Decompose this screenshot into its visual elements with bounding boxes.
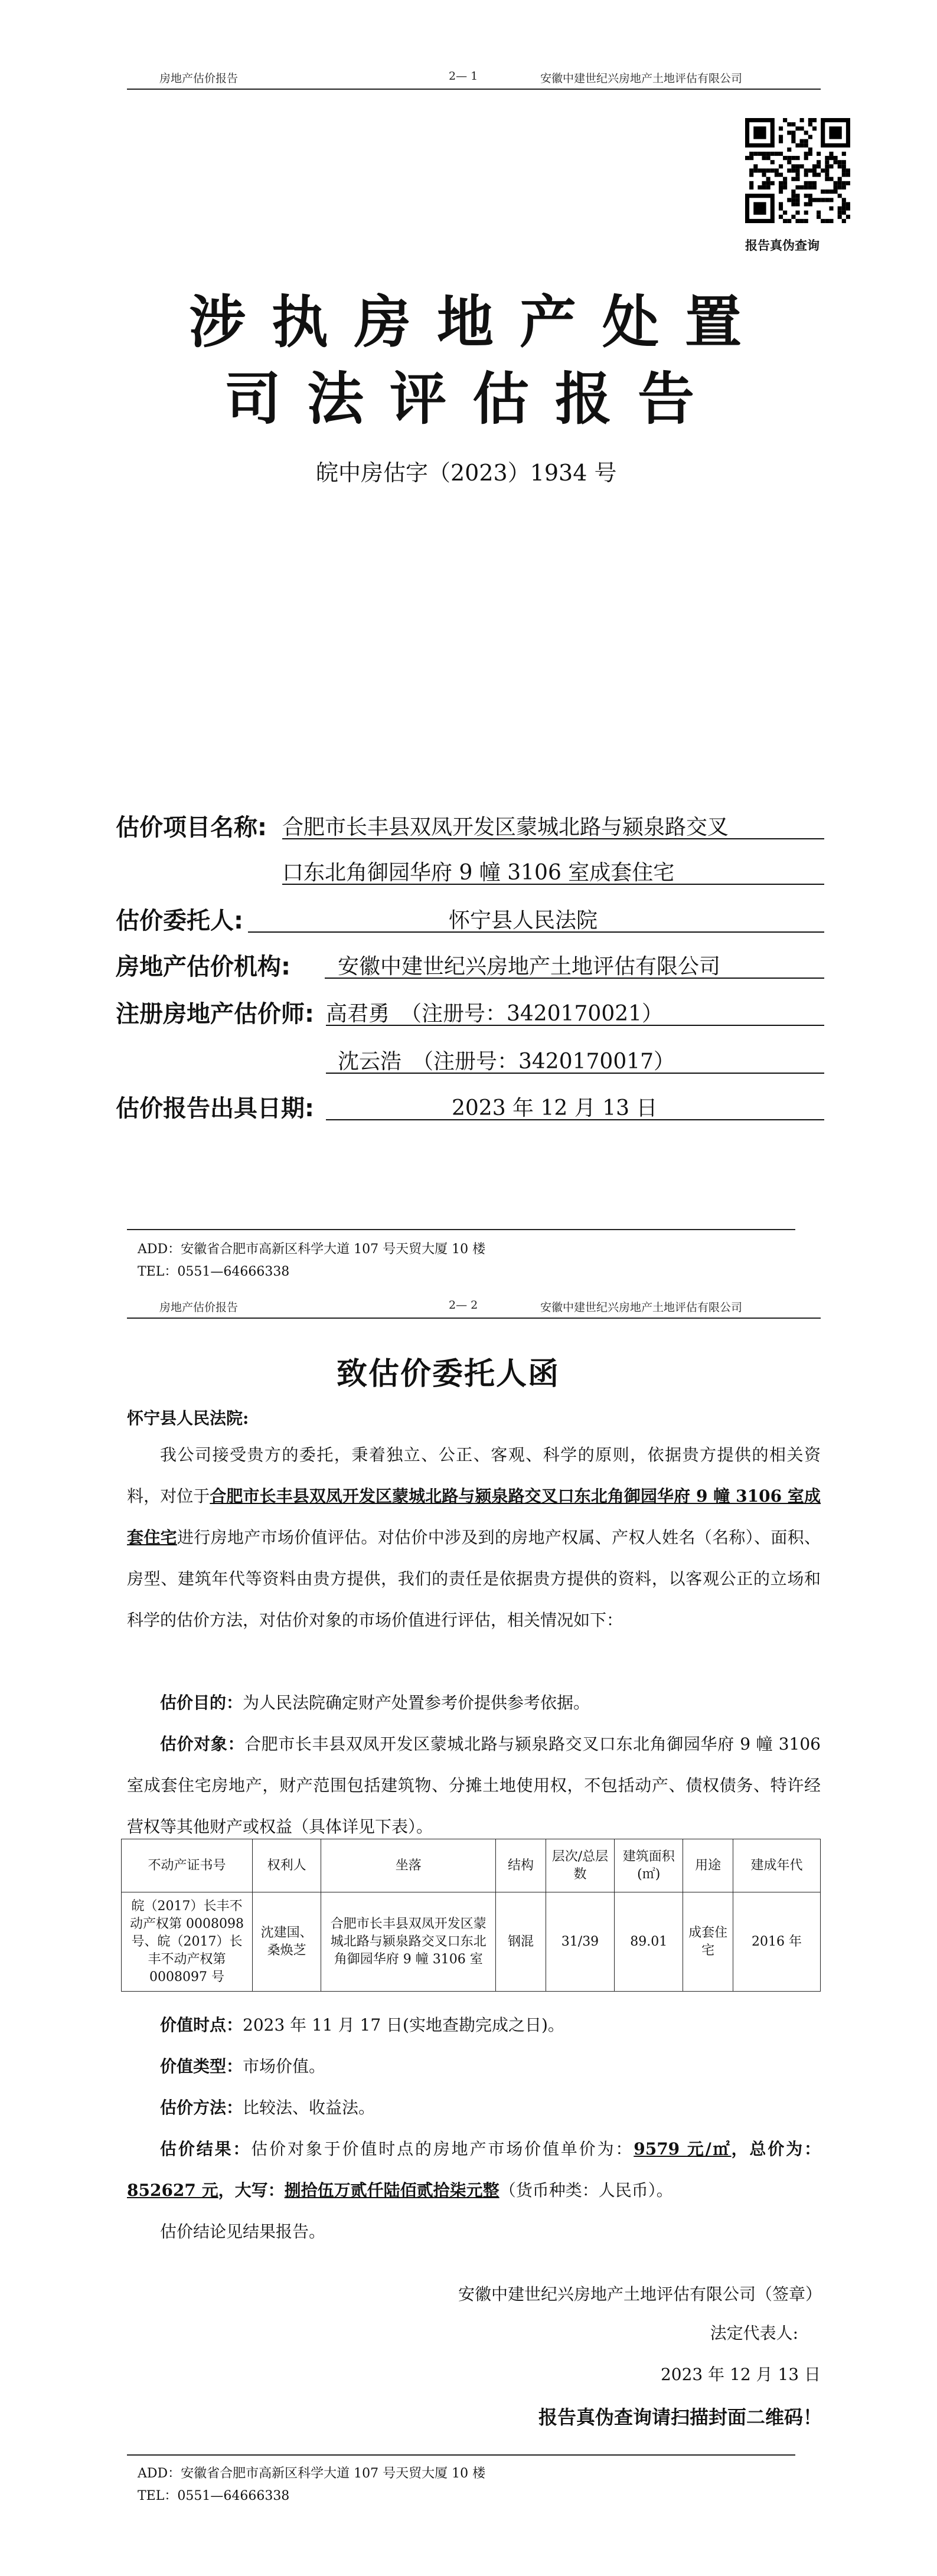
project-name-label: 估价项目名称: xyxy=(116,814,267,841)
qr-caption: 报告真伪查询 xyxy=(745,238,820,253)
value-time-label: 价值时点： xyxy=(160,2015,243,2035)
signature-representative: 法定代表人: xyxy=(710,2323,798,2343)
report-title-line2: 司法评估报告 xyxy=(224,366,720,432)
client-underline xyxy=(248,931,824,933)
purpose-value: 为人民法院确定财产处置参考价提供参考依据。 xyxy=(243,1693,590,1712)
object-paragraph xyxy=(127,1724,821,1848)
header-left: 房地产估价报告 xyxy=(159,72,239,85)
document-number: 皖中房估字（2023）1934 号 xyxy=(316,460,617,486)
object-value: 合肥市长丰县双凤开发区蒙城北路与颍泉路交叉口东北角御园华府 9 幢 3106 室成套住宅房地产，财产范围包括建筑物、分摊土地使用权，不包括动产、债权债务、特许经营权等其他财产或权益（具体详见下表）。 xyxy=(127,1734,821,1836)
result-text-d: （货币种类：人民币）。 xyxy=(499,2181,673,2200)
report-date-value: 2023 年 12 月 13 日 xyxy=(452,1096,658,1120)
salutation: 怀宁县人民法院: xyxy=(127,1408,249,1428)
footer-rule xyxy=(127,2454,795,2456)
table-header: 权利人 xyxy=(253,1839,321,1892)
header-page-number: 2— 2 xyxy=(449,1299,478,1312)
intro-property-address: 合肥市长丰县双凤开发区蒙城北路与颍泉路交叉口东北角御园华府 9 幢 3106 室成套住宅 xyxy=(127,1486,821,1547)
table-cell: 成套住宅 xyxy=(683,1892,733,1992)
appraiser-label: 注册房地产估价师: xyxy=(116,1001,314,1028)
footer-rule xyxy=(127,1229,795,1230)
project-underline-1 xyxy=(282,838,824,839)
header-company: 安徽中建世纪兴房地产土地评估有限公司 xyxy=(540,72,743,85)
signature-date: 2023 年 12 月 13 日 xyxy=(660,2365,821,2384)
intro-paragraph xyxy=(127,1434,821,1641)
report-title-line1: 涉执房地产处置 xyxy=(189,289,768,355)
qr-code-icon[interactable] xyxy=(745,118,850,223)
project-name-value-1: 合肥市长丰县双凤开发区蒙城北路与颍泉路交叉 xyxy=(282,815,729,839)
table-cell: 合肥市长丰县双凤开发区蒙城北路与颍泉路交叉口东北角御园华府 9 幢 3106 室 xyxy=(321,1892,496,1992)
intro-text-a: 我公司接受贵方的委托，秉着独立、公正、客观、科学的原则，依据贵方提供的相关资料，对位于 xyxy=(127,1445,821,1506)
unit-price: 9579 元/㎡ xyxy=(634,2139,732,2159)
letter-title: 致估价委托人函 xyxy=(337,1356,560,1392)
project-underline-2 xyxy=(282,884,824,885)
client-value: 怀宁县人民法院 xyxy=(449,908,598,933)
object-label: 估价对象： xyxy=(160,1734,245,1754)
result-text-a: 估价对象于价值时点的房地产市场价值单价为： xyxy=(251,2139,634,2159)
value-type-label: 价值类型： xyxy=(160,2057,243,2076)
table-header-row xyxy=(122,1839,821,1892)
header-rule xyxy=(127,1318,821,1319)
footer-tel: TEL：0551—64666338 xyxy=(138,2489,290,2503)
table-header: 不动产证书号 xyxy=(122,1839,253,1892)
table-cell: 皖（2017）长丰不动产权第 0008098 号、皖（2017）长丰不动产权第 0008097 号 xyxy=(122,1892,253,1992)
table-header: 建筑面积(㎡) xyxy=(615,1839,683,1892)
header-page-number: 2— 1 xyxy=(449,70,478,83)
method-line xyxy=(127,2087,821,2129)
date-underline xyxy=(326,1119,824,1120)
agency-value: 安徽中建世纪兴房地产土地评估有限公司 xyxy=(338,954,721,979)
intro-text-c: 进行房地产市场价值评估。对估价中涉及到的房地产权属、产权人姓名（名称）、面积、房型、建筑年代等资料由贵方提供，我们的责任是依据贵方提供的资料，以客观公正的立场和科学的估价方法，对估价对象的市场价值进行评估，相关情况如下： xyxy=(127,1528,821,1630)
project-name-value-2: 口东北角御园华府 9 幢 3106 室成套住宅 xyxy=(282,861,675,885)
value-type-value: 市场价值。 xyxy=(243,2057,326,2076)
agency-label: 房地产估价机构: xyxy=(116,953,290,980)
value-type-line xyxy=(127,2046,821,2087)
total-price-words: 捌拾伍万贰仟陆佰贰拾柒元整 xyxy=(284,2181,499,2200)
result-label: 估价结果： xyxy=(160,2139,252,2159)
result-text-b: ，总价为： xyxy=(731,2139,821,2159)
method-label: 估价方法： xyxy=(160,2098,243,2117)
property-table xyxy=(121,1839,821,1992)
table-row xyxy=(122,1892,821,1992)
table-cell: 钢混 xyxy=(496,1892,546,1992)
header-company: 安徽中建世纪兴房地产土地评估有限公司 xyxy=(540,1301,743,1314)
appraiser-underline-1 xyxy=(326,1025,824,1026)
table-header: 用途 xyxy=(683,1839,733,1892)
method-value: 比较法、收益法。 xyxy=(243,2098,376,2117)
total-price: 852627 元 xyxy=(127,2181,218,2200)
value-time-value: 2023 年 11 月 17 日(实地查勘完成之日)。 xyxy=(243,2015,564,2035)
qr-verify-notice: 报告真伪查询请扫描封面二维码！ xyxy=(538,2406,822,2428)
table-cell: 沈建国、桑焕芝 xyxy=(253,1892,321,1992)
footer-address: ADD：安徽省合肥市高新区科学大道 107 号天贸大厦 10 楼 xyxy=(138,1242,486,1257)
result-paragraph xyxy=(127,2129,821,2211)
signature-company: 安徽中建世纪兴房地产土地评估有限公司（签章） xyxy=(458,2284,822,2304)
header-rule xyxy=(127,89,821,90)
footer-tel: TEL：0551—64666338 xyxy=(138,1264,290,1279)
appraiser-2: 沈云浩 （注册号：3420170017） xyxy=(338,1050,675,1074)
purpose-label: 估价目的： xyxy=(160,1693,243,1712)
table-cell: 2016 年 xyxy=(733,1892,820,1992)
appraiser-1: 高君勇 （注册号：3420170021） xyxy=(326,1002,664,1026)
purpose-line xyxy=(127,1682,821,1724)
result-text-c: ，大写： xyxy=(218,2181,285,2200)
table-header: 结构 xyxy=(496,1839,546,1892)
header-left: 房地产估价报告 xyxy=(159,1301,239,1314)
table-header: 建成年代 xyxy=(733,1839,820,1892)
report-date-label: 估价报告出具日期: xyxy=(116,1095,314,1122)
table-cell: 89.01 xyxy=(615,1892,683,1992)
table-header: 层次/总层数 xyxy=(546,1839,614,1892)
see-report-line: 估价结论见结果报告。 xyxy=(160,2222,326,2241)
value-time-line xyxy=(127,2005,821,2046)
appraiser-underline-2 xyxy=(326,1073,824,1074)
client-label: 估价委托人: xyxy=(116,907,243,934)
agency-underline xyxy=(325,978,824,979)
table-header: 坐落 xyxy=(321,1839,496,1892)
table-cell: 31/39 xyxy=(546,1892,614,1992)
footer-address: ADD：安徽省合肥市高新区科学大道 107 号天贸大厦 10 楼 xyxy=(138,2466,486,2481)
